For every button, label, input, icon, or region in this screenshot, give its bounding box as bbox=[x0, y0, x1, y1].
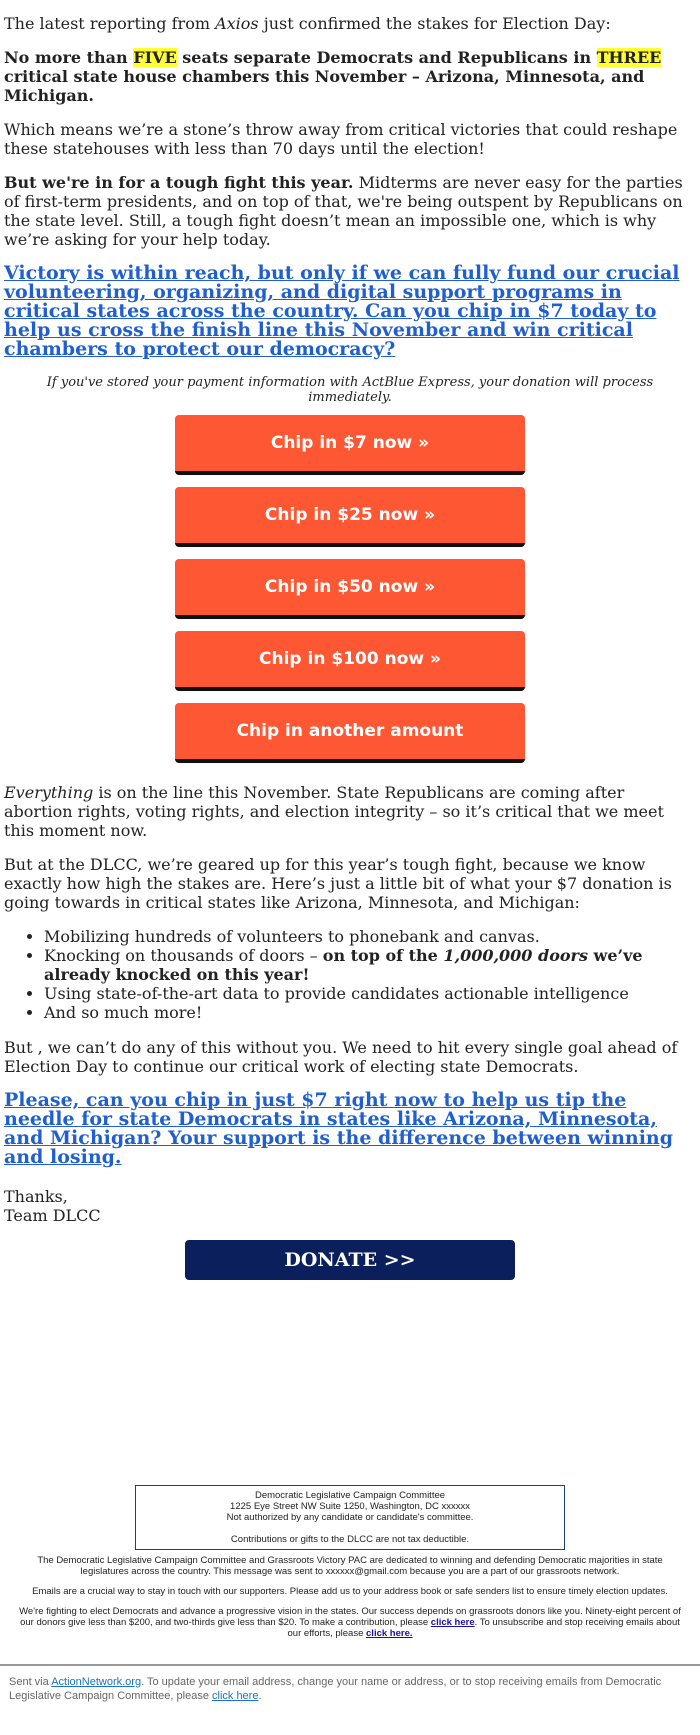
headline-part: seats separate Democrats and Republicans in bbox=[176, 48, 597, 67]
footer-box bbox=[135, 1485, 565, 1550]
chip-in-other-button[interactable]: Chip in another amount bbox=[175, 703, 525, 763]
update-preferences-link[interactable]: click here bbox=[212, 1690, 259, 1702]
contribute-link[interactable]: click here bbox=[430, 1617, 475, 1628]
footer-not-authorized: Not authorized by any candidate or candidate's committee. bbox=[226, 1512, 474, 1523]
victory-donate-link[interactable]: Victory is within reach, but only if we can fully fund our crucial volunteering, organizing, and digital support programs in critical states across the country. Can you chip in $7 today to help us cross the finish line this November and win critical chambers to protect our democracy? bbox=[4, 262, 680, 360]
footer-mission: The Democratic Legislative Campaign Committee and Grassroots Victory PAC are dedicated to winning and defending Democratic majorities in state legislatures across the country. This message was sent to xxxxxx@gmail.com because you are a part of our grassroots network. bbox=[37, 1555, 663, 1577]
intro-paragraph bbox=[4, 14, 696, 33]
footer-fighting bbox=[14, 1606, 686, 1639]
program-list bbox=[4, 927, 696, 1022]
actblue-express-note: If you've stored your payment information with ActBlue Express, your donation will process immediately. bbox=[46, 375, 654, 405]
intro-text: The latest reporting from bbox=[4, 14, 216, 33]
footer-emails: Emails are a crucial way to stay in touch with our supporters. Please add us to your address book or safe senders list to ensure timely election updates. bbox=[32, 1586, 668, 1597]
chip-in-100-button[interactable]: Chip in $100 now » bbox=[175, 631, 525, 691]
footer-fighting-text: We're fighting to elect Democrats and advance a progressive vision in the states. Our success depends on grassroots donors like you. Ninety-eight percent of our donors give less than $200, and two-thirds give less than $20. To make a contribution, please bbox=[19, 1606, 681, 1628]
chip-in-50-button[interactable]: Chip in $50 now » bbox=[175, 559, 525, 619]
tough-fight-bold: But we're in for a tough fight this year. bbox=[4, 173, 354, 192]
list-item: • And so much more! bbox=[44, 1003, 696, 1022]
sent-text: . bbox=[258, 1690, 262, 1702]
signoff-team: Team DLCC bbox=[4, 1206, 101, 1225]
headline-paragraph bbox=[4, 48, 696, 105]
list-item-bold: we’ve already knocked on this year! bbox=[44, 946, 643, 984]
list-item: • Mobilizing hundreds of volunteers to phonebank and canvas. bbox=[44, 927, 696, 946]
signoff-thanks: Thanks, bbox=[4, 1187, 68, 1206]
donation-buttons bbox=[4, 415, 696, 763]
footer-org: Democratic Legislative Campaign Committee bbox=[254, 1490, 446, 1501]
tough-fight-paragraph bbox=[4, 173, 696, 249]
sent-text: Sent via bbox=[9, 1676, 52, 1688]
list-item: • Using state-of-the-art data to provide candidates actionable intelligence bbox=[44, 984, 696, 1003]
stone-paragraph: Which means we’re a stone’s throw away from critical victories that could reshape these statehouses with less than 70 days until the election! bbox=[4, 120, 678, 158]
sent-text: . To update your email address, change your name or address, or to stop receiving emails from Democratic Legislative Campaign Committee, please bbox=[9, 1676, 662, 1702]
list-item-text: Knocking on thousands of doors – bbox=[44, 946, 323, 965]
cant-do-paragraph: But , we can’t do any of this without you. We need to hit every single goal ahead of Election Day to continue our critical work of electing state Democrats. bbox=[4, 1038, 678, 1076]
sent-via-notice bbox=[9, 1675, 679, 1703]
footer-address: 1225 Eye Street NW Suite 1250, Washington, DC xxxxxx bbox=[230, 1501, 470, 1512]
headline-part: No more than bbox=[4, 48, 134, 67]
footer-not-deductible: Contributions or gifts to the DLCC are not tax deductible. bbox=[230, 1534, 470, 1545]
footer-fighting-text: . To unsubscribe and stop receiving emails about our efforts, please bbox=[287, 1617, 680, 1639]
action-network-link[interactable]: ActionNetwork.org bbox=[51, 1676, 142, 1688]
list-item bbox=[44, 946, 696, 984]
footer-divider bbox=[0, 1664, 700, 1666]
donate-button[interactable]: DONATE >> bbox=[185, 1240, 515, 1280]
tough-fight-text: Midterms are never easy for the parties of first-term presidents, and on top of that, we're being outspent by Republicans on the state level. Still, a tough fight doesn’t mean an impossible one, which is why we’re asking for your help today. bbox=[4, 173, 683, 249]
list-item-italic: 1,000,000 doors bbox=[443, 946, 588, 965]
everything-italic: Everything bbox=[4, 783, 94, 802]
list-item-bold: on top of the bbox=[322, 946, 444, 965]
highlight-five: FIVE bbox=[133, 48, 177, 67]
dlcc-paragraph: But at the DLCC, we’re geared up for this year’s tough fight, because we know exactly how high the stakes are. Here’s just a little bit of what your $7 donation is going towards in critical states like Arizona, Minnesota, and Michigan: bbox=[4, 855, 672, 912]
donate-wrap bbox=[4, 1240, 696, 1280]
intro-source: Axios bbox=[215, 14, 259, 33]
highlight-three: THREE bbox=[596, 48, 662, 67]
unsubscribe-link[interactable]: click here. bbox=[366, 1628, 413, 1639]
everything-paragraph bbox=[4, 783, 696, 840]
footer bbox=[0, 1485, 700, 1639]
everything-text: is on the line this November. State Republicans are coming after abortion rights, voting rights, and election integrity – so it’s critical that we meet this moment now. bbox=[4, 783, 664, 840]
headline-part: critical state house chambers this November – Arizona, Minnesota, and Michigan. bbox=[4, 67, 645, 105]
signoff bbox=[4, 1187, 696, 1225]
chip-in-7-button[interactable]: Chip in $7 now » bbox=[175, 415, 525, 475]
chip-in-25-button[interactable]: Chip in $25 now » bbox=[175, 487, 525, 547]
intro-text-end: just confirmed the stakes for Election Day: bbox=[258, 14, 611, 33]
please-donate-link[interactable]: Please, can you chip in just $7 right now to help us tip the needle for state Democrats in states like Arizona, Minnesota, and Michigan? Your support is the difference between winning and losing. bbox=[4, 1089, 674, 1168]
